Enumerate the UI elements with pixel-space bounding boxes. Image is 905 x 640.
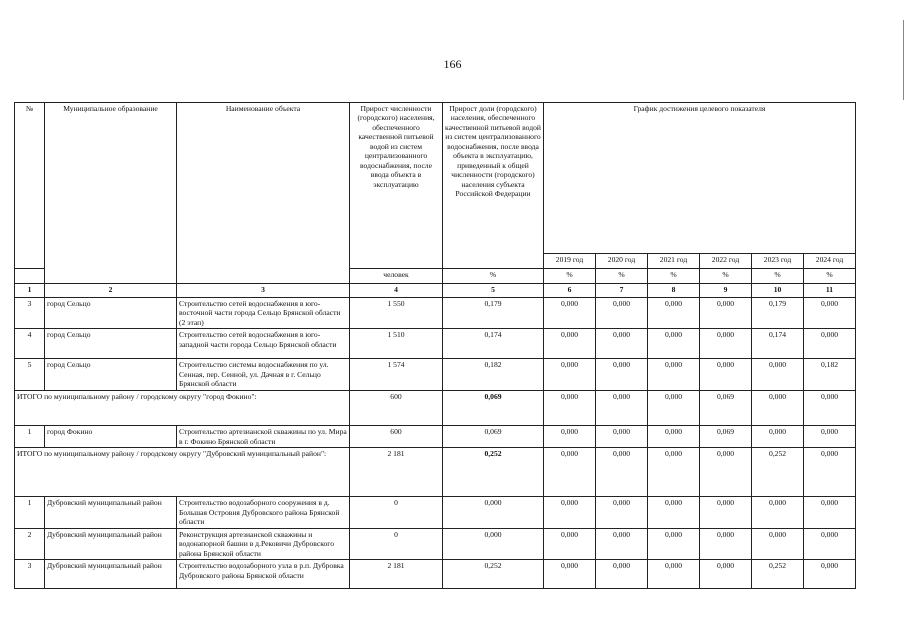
row-year-value: 0,000 [648, 329, 700, 359]
row-year-value: 0,000 [596, 298, 648, 329]
row-year-value: 0,000 [544, 329, 596, 359]
table-row [15, 426, 856, 448]
row-object-name: Строительство системы водоснабжения по ул. Сенная, пер. Сенной, ул. Дачная в г. Сельцо Брянской области [177, 359, 350, 391]
total-year-value: 0,069 [700, 391, 752, 426]
total-year-value: 0,252 [752, 448, 804, 497]
row-population-growth: 2 181 [350, 560, 443, 589]
row-year-value: 0,000 [804, 426, 856, 448]
header-unit: % [804, 269, 856, 284]
row-share-growth: 0,252 [443, 560, 544, 589]
row-municipality: Дубровский муниципальный район [45, 497, 177, 528]
table-row [15, 497, 856, 528]
header-num: № [15, 103, 45, 269]
row-municipality: Дубровский муниципальный район [45, 528, 177, 559]
column-number: 9 [700, 284, 752, 298]
row-municipality: город Фокино [45, 426, 177, 448]
header-unit: % [648, 269, 700, 284]
row-number: 4 [15, 329, 45, 359]
header-schedule: График достижения целевого показателя [544, 103, 856, 254]
total-row [15, 448, 856, 497]
header-units-blank [15, 269, 45, 284]
row-year-value: 0,000 [700, 298, 752, 329]
row-year-value: 0,000 [804, 528, 856, 559]
row-population-growth: 0 [350, 497, 443, 528]
row-object-name: Строительство водозаборного узла в р.п. Дубровка Дубровского района Брянской области [177, 560, 350, 589]
row-year-value: 0,000 [752, 359, 804, 391]
row-number: 3 [15, 298, 45, 329]
total-year-value: 0,000 [596, 448, 648, 497]
row-year-value: 0,000 [648, 298, 700, 329]
row-year-value: 0,000 [648, 426, 700, 448]
header-unit: % [544, 269, 596, 284]
row-year-value: 0,179 [752, 298, 804, 329]
row-share-growth: 0,179 [443, 298, 544, 329]
total-year-value: 0,000 [752, 391, 804, 426]
total-share-growth: 0,252 [443, 448, 544, 497]
row-population-growth: 1 510 [350, 329, 443, 359]
row-year-value: 0,000 [752, 426, 804, 448]
row-year-value: 0,182 [804, 359, 856, 391]
header-year: 2023 год [752, 254, 804, 269]
total-year-value: 0,000 [804, 391, 856, 426]
column-number: 10 [752, 284, 804, 298]
total-population-growth: 2 181 [350, 448, 443, 497]
row-population-growth: 0 [350, 528, 443, 559]
row-share-growth: 0,182 [443, 359, 544, 391]
row-object-name: Строительство водозаборного сооружения в д. Большая Островня Дубровского района Брянской области [177, 497, 350, 528]
row-year-value: 0,000 [700, 359, 752, 391]
row-year-value: 0,000 [648, 359, 700, 391]
table-row [15, 528, 856, 559]
row-year-value: 0,000 [700, 528, 752, 559]
row-year-value: 0,000 [544, 497, 596, 528]
column-number: 11 [804, 284, 856, 298]
header-unit: % [700, 269, 752, 284]
row-object-name: Реконструкция артезианской скважины и водонапорной башни в д.Рековичи Дубровского района Брянской области [177, 528, 350, 559]
row-year-value: 0,000 [804, 497, 856, 528]
total-row [15, 391, 856, 426]
row-year-value: 0,000 [752, 497, 804, 528]
row-share-growth: 0,000 [443, 497, 544, 528]
row-year-value: 0,000 [596, 329, 648, 359]
row-year-value: 0,174 [752, 329, 804, 359]
header-year: 2021 год [648, 254, 700, 269]
row-number: 2 [15, 528, 45, 559]
total-label: ИТОГО по муниципальному району / городскому округу "Дубровский муниципальный район": [15, 448, 350, 497]
row-object-name: Строительство сетей водоснабжения в юго-западной части города Сельцо Брянской области [177, 329, 350, 359]
row-municipality: город Сельцо [45, 359, 177, 391]
header-unit: % [596, 269, 648, 284]
row-year-value: 0,000 [700, 560, 752, 589]
row-share-growth: 0,000 [443, 528, 544, 559]
row-municipality: город Сельцо [45, 329, 177, 359]
row-year-value: 0,252 [752, 560, 804, 589]
row-year-value: 0,000 [596, 497, 648, 528]
row-year-value: 0,069 [700, 426, 752, 448]
column-number: 4 [350, 284, 443, 298]
row-share-growth: 0,174 [443, 329, 544, 359]
row-year-value: 0,000 [700, 329, 752, 359]
row-number: 1 [15, 426, 45, 448]
target-indicator-table [14, 102, 856, 589]
row-year-value: 0,000 [804, 298, 856, 329]
header-unit: % [443, 269, 544, 284]
row-year-value: 0,000 [544, 560, 596, 589]
row-year-value: 0,000 [700, 497, 752, 528]
row-year-value: 0,000 [596, 560, 648, 589]
row-year-value: 0,000 [648, 560, 700, 589]
column-number: 5 [443, 284, 544, 298]
header-unit: % [752, 269, 804, 284]
row-year-value: 0,000 [544, 426, 596, 448]
header-year: 2019 год [544, 254, 596, 269]
page-number: 166 [443, 57, 462, 71]
header-year: 2020 год [596, 254, 648, 269]
total-share-growth: 0,069 [443, 391, 544, 426]
header-year: 2022 год [700, 254, 752, 269]
row-number: 3 [15, 560, 45, 589]
table-row [15, 298, 856, 329]
column-number: 1 [15, 284, 45, 298]
total-year-value: 0,000 [544, 391, 596, 426]
row-year-value: 0,000 [752, 528, 804, 559]
row-year-value: 0,000 [804, 329, 856, 359]
column-number: 8 [648, 284, 700, 298]
row-municipality: город Сельцо [45, 298, 177, 329]
table-row [15, 359, 856, 391]
row-number: 1 [15, 497, 45, 528]
header-object: Наименование объекта [177, 103, 350, 284]
row-year-value: 0,000 [804, 560, 856, 589]
row-year-value: 0,000 [648, 528, 700, 559]
row-object-name: Строительство сетей водоснабжения в юго-восточной части города Сельцо Брянской области (2 этап) [177, 298, 350, 329]
column-number: 7 [596, 284, 648, 298]
row-year-value: 0,000 [544, 359, 596, 391]
table-row [15, 560, 856, 589]
row-population-growth: 1 550 [350, 298, 443, 329]
column-number: 2 [45, 284, 177, 298]
column-number: 6 [544, 284, 596, 298]
header-unit: человек [350, 269, 443, 284]
column-number-row [15, 284, 856, 298]
row-population-growth: 1 574 [350, 359, 443, 391]
total-population-growth: 600 [350, 391, 443, 426]
header-growth-population: Прирост численности (городского) населения, обеспеченного качественной питьевой водой из систем централизованного водоснабжения, после ввода объекта в эксплуатацию [350, 103, 443, 269]
row-year-value: 0,000 [544, 528, 596, 559]
total-year-value: 0,000 [804, 448, 856, 497]
row-number: 5 [15, 359, 45, 391]
header-municipality: Муниципальное образование [45, 103, 177, 284]
row-year-value: 0,000 [648, 497, 700, 528]
header-growth-share: Прирост доли (городского) населения, обеспеченного качественной питьевой водой из систем централизованного водоснабжения, после ввода объекта в эксплуатацию, приведенный к общей численности (городского) населения субъекта Российской Федерации [443, 103, 544, 269]
header-row [15, 103, 856, 254]
row-municipality: Дубровский муниципальный район [45, 560, 177, 589]
row-year-value: 0,000 [596, 528, 648, 559]
total-year-value: 0,000 [544, 448, 596, 497]
row-object-name: Строительство артезианской скважины по ул. Мира в г. Фокино Брянской области [177, 426, 350, 448]
total-label: ИТОГО по муниципальному району / городскому округу "город Фокино": [15, 391, 350, 426]
header-year: 2024 год [804, 254, 856, 269]
total-year-value: 0,000 [700, 448, 752, 497]
total-year-value: 0,000 [596, 391, 648, 426]
table-row [15, 329, 856, 359]
total-year-value: 0,000 [648, 391, 700, 426]
row-year-value: 0,000 [596, 359, 648, 391]
column-number: 3 [177, 284, 350, 298]
row-year-value: 0,000 [596, 426, 648, 448]
total-year-value: 0,000 [648, 448, 700, 497]
scan-edge-line [903, 20, 904, 100]
row-share-growth: 0,069 [443, 426, 544, 448]
row-year-value: 0,000 [544, 298, 596, 329]
row-population-growth: 600 [350, 426, 443, 448]
